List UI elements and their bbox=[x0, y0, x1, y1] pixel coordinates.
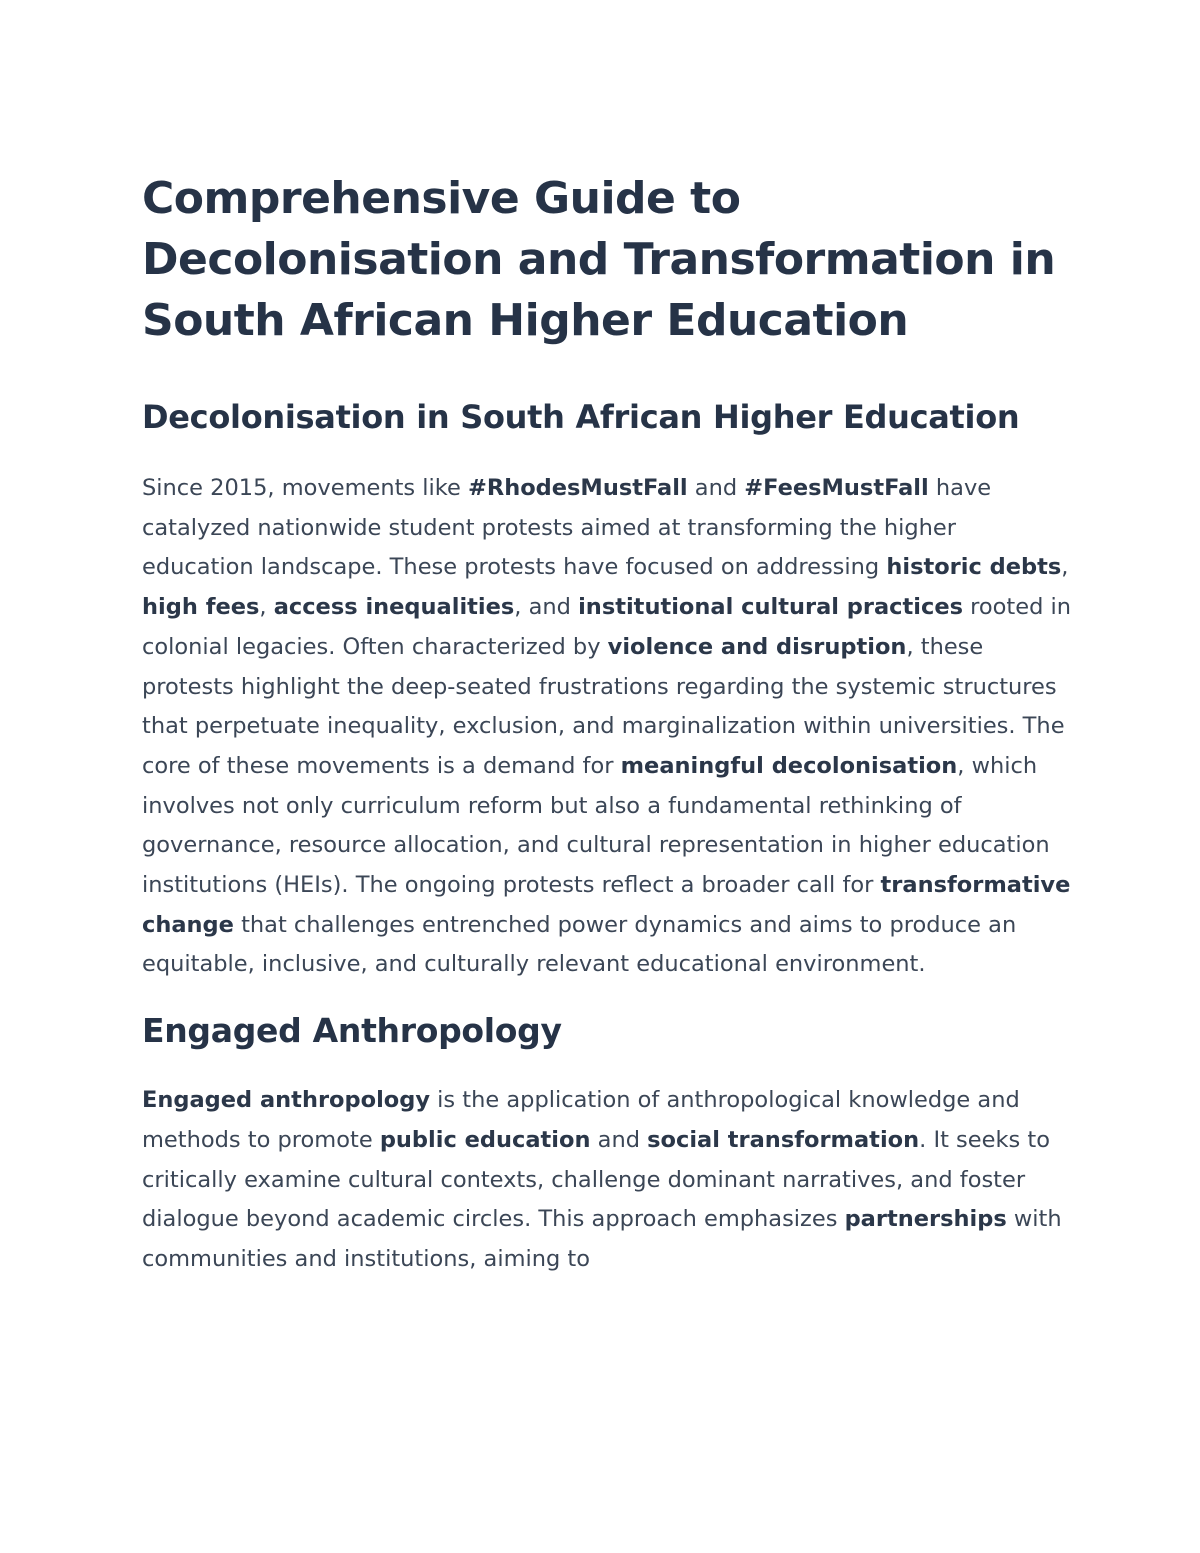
text-run: , bbox=[1061, 554, 1069, 581]
bold-term: #FeesMustFall bbox=[744, 475, 929, 501]
bold-term: access inequalities bbox=[273, 594, 515, 621]
bold-term: partnerships bbox=[844, 1206, 1007, 1233]
text-run: and bbox=[590, 1126, 648, 1153]
bold-term: high fees bbox=[142, 594, 260, 621]
section-heading-engaged-anthropology: Engaged Anthropology bbox=[142, 1011, 562, 1051]
bold-term: Engaged anthropology bbox=[142, 1087, 431, 1114]
page-title: Comprehensive Guide to Decolonisation and Transformation in South African Higher Education bbox=[142, 173, 1056, 346]
document-page bbox=[142, 168, 1072, 1280]
section-paragraph-decolonisation bbox=[142, 469, 1072, 985]
bold-term: historic debts bbox=[886, 554, 1062, 581]
text-run: have catalyzed nationwide student protests aimed at transforming the higher education landscape. These protests have focused on addressing bbox=[142, 475, 992, 581]
text-run: . It seeks to critically examine cultural contexts, challenge dominant narratives, and foster dialogue beyond academic circles. This approach emphasizes bbox=[142, 1126, 1050, 1233]
section-paragraph-engaged-anthropology bbox=[142, 1081, 1072, 1280]
text-run: , and bbox=[514, 594, 579, 621]
text-run: , these protests highlight the deep-seated frustrations regarding the systemic structures that perpetuate inequality, exclusion, and marginalization within universities. The core of these movements is a demand for bbox=[142, 633, 1065, 779]
text-run: Since 2015, movements like bbox=[142, 475, 469, 501]
bold-term: public education bbox=[379, 1126, 591, 1153]
text-run: , bbox=[259, 594, 274, 621]
text-run: and bbox=[687, 475, 745, 501]
bold-term: transformative change bbox=[142, 872, 1071, 938]
text-run: with communities and institutions, aiming to bbox=[142, 1206, 1062, 1272]
text-run: that challenges entrenched power dynamics and aims to produce an equitable, inclusive, and culturally relevant educational environment. bbox=[142, 911, 1017, 978]
bold-term: #RhodesMustFall bbox=[468, 475, 688, 501]
bold-term: institutional cultural practices bbox=[578, 594, 963, 621]
bold-term: violence and disruption bbox=[607, 633, 907, 660]
section-heading-decolonisation: Decolonisation in South African Higher Education bbox=[142, 398, 1020, 436]
bold-term: meaningful decolonisation bbox=[620, 752, 958, 779]
text-run: rooted in colonial legacies. Often characterized by bbox=[142, 594, 1072, 660]
text-run: , which involves not only curriculum reform but also a fundamental rethinking of governance, resource allocation, and cultural representation in higher education institutions (HEIs). The ongoing protests reflect a broader call for bbox=[142, 752, 1050, 899]
bold-term: social transformation bbox=[647, 1126, 920, 1153]
text-run: is the application of anthropological knowledge and methods to promote bbox=[142, 1087, 1020, 1153]
